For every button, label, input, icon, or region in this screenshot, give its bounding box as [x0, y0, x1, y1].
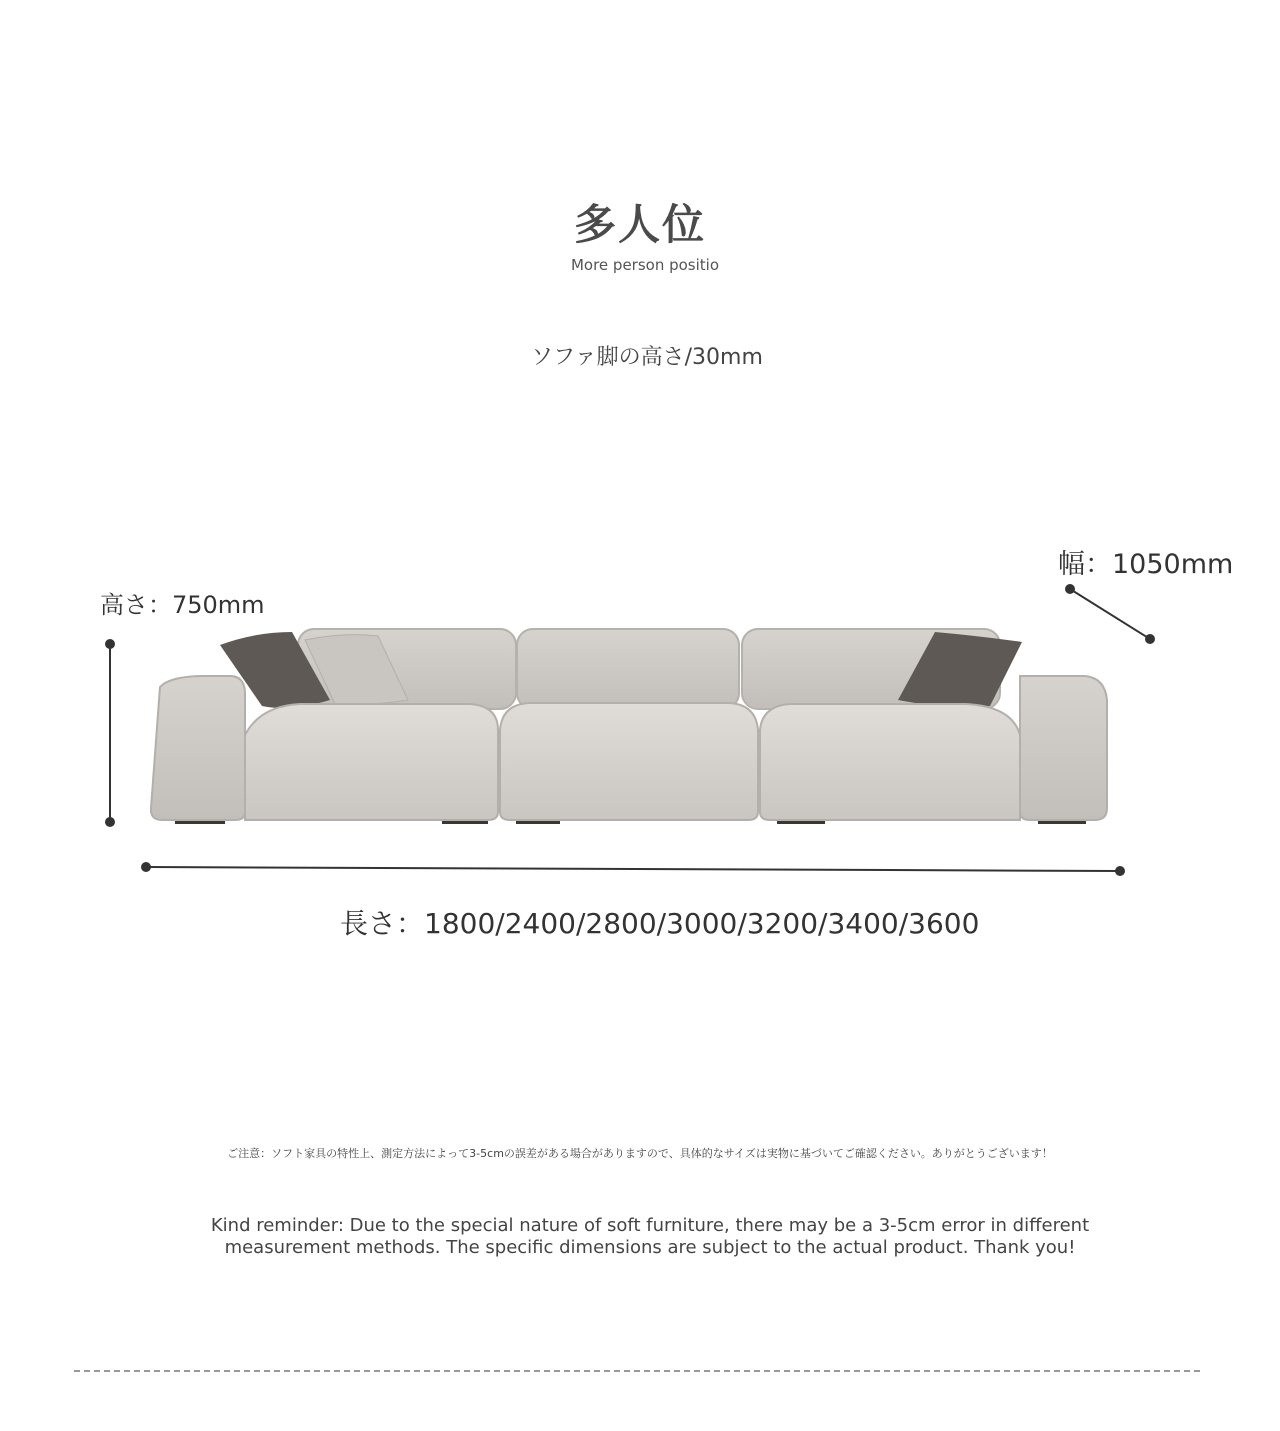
sofa-image	[151, 629, 1107, 824]
page-subtitle: More person positio	[570, 256, 720, 274]
height-label: 高さ：750mm	[100, 591, 265, 619]
height-measure-line	[105, 639, 115, 827]
caution-note-japanese: ご注意：ソフト家具の特性上、測定方法によって3-5cmの誤差がある場合がありますので、具体的なサイズは実物に基づいてご確認ください。ありがとうございます！	[227, 1147, 1053, 1160]
dashed-divider	[74, 1370, 1200, 1372]
length-measure-line	[141, 862, 1125, 876]
width-label: 幅：1050mm	[1058, 549, 1234, 580]
width-measure-line	[1065, 584, 1155, 644]
page-title: 多人位	[573, 200, 706, 249]
length-label: 長さ：1800/2400/2800/3000/3200/3400/3600	[340, 907, 980, 940]
caution-note-english: Kind reminder: Due to the special nature of soft furniture, there may be a 3-5cm error in different measurement methods. The specific dimensions are subject to the actual product. Thank you!	[210, 1215, 1090, 1258]
leg-height-note: ソファ脚の高さ/30mm	[531, 345, 763, 370]
